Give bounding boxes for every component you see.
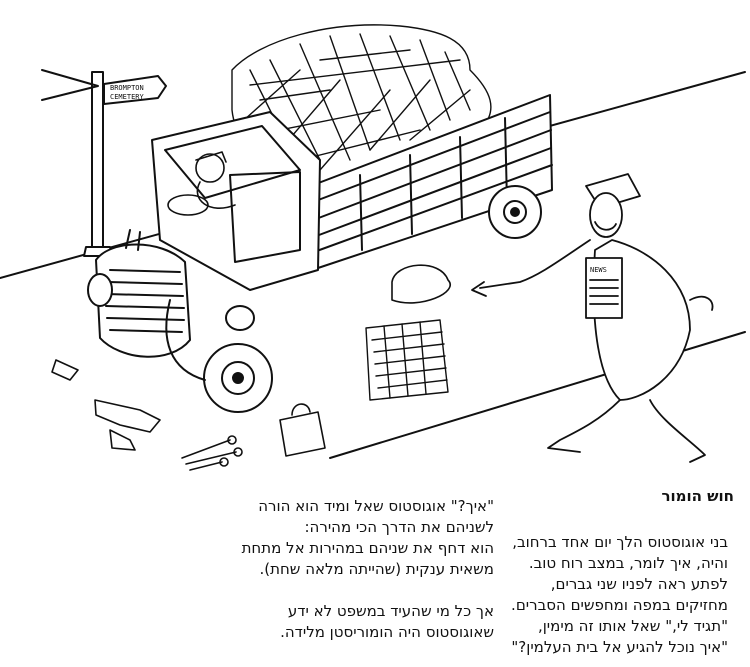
story-line: בני אוגוסטוס הלך יום אחד ברחוב, bbox=[512, 533, 728, 551]
story-line: לפתע ראה לפניו שני גברים, bbox=[550, 575, 728, 593]
story-line: מחזיקים במפה ומחפשים הסברים. bbox=[511, 596, 728, 614]
signpost bbox=[42, 70, 166, 256]
dropped-map bbox=[366, 320, 448, 400]
story-right-column bbox=[474, 532, 728, 658]
story-line: משאית ענקית (שהייתה מלאה שחת). bbox=[259, 560, 494, 578]
stanza-gap bbox=[224, 580, 494, 601]
signpost-text-2: CEMETERY bbox=[110, 93, 144, 101]
story-line: אך כל מי שהעיד במשפט לא ידע bbox=[287, 602, 494, 620]
newspaper-text: NEWS bbox=[590, 266, 607, 274]
story-line: "תגיד לי," שאל אותו זה מימין, bbox=[537, 617, 728, 635]
story-line: שאוגוסטוס היה הומוריסטן מלידה. bbox=[280, 623, 494, 641]
story-line: "איך?" אוגוסטוס שאל ומיד הוא הורה bbox=[258, 497, 494, 515]
story-line: לשניהם את הדרך הכי מהירה: bbox=[304, 518, 494, 536]
story-line: והיה, איך לומר, במצב רוח טוב. bbox=[528, 554, 728, 572]
signpost-text-1: BROMPTON bbox=[110, 84, 144, 92]
story-left-column bbox=[224, 496, 494, 643]
story-line: "איך נוכל להגיע אל בית העלמין?" bbox=[511, 638, 728, 656]
story-title: חוש הומור bbox=[661, 487, 734, 505]
crushed-men-legs bbox=[52, 360, 160, 450]
story-line: הוא דחף את שניהם במהירות אל מתחת bbox=[241, 539, 494, 557]
